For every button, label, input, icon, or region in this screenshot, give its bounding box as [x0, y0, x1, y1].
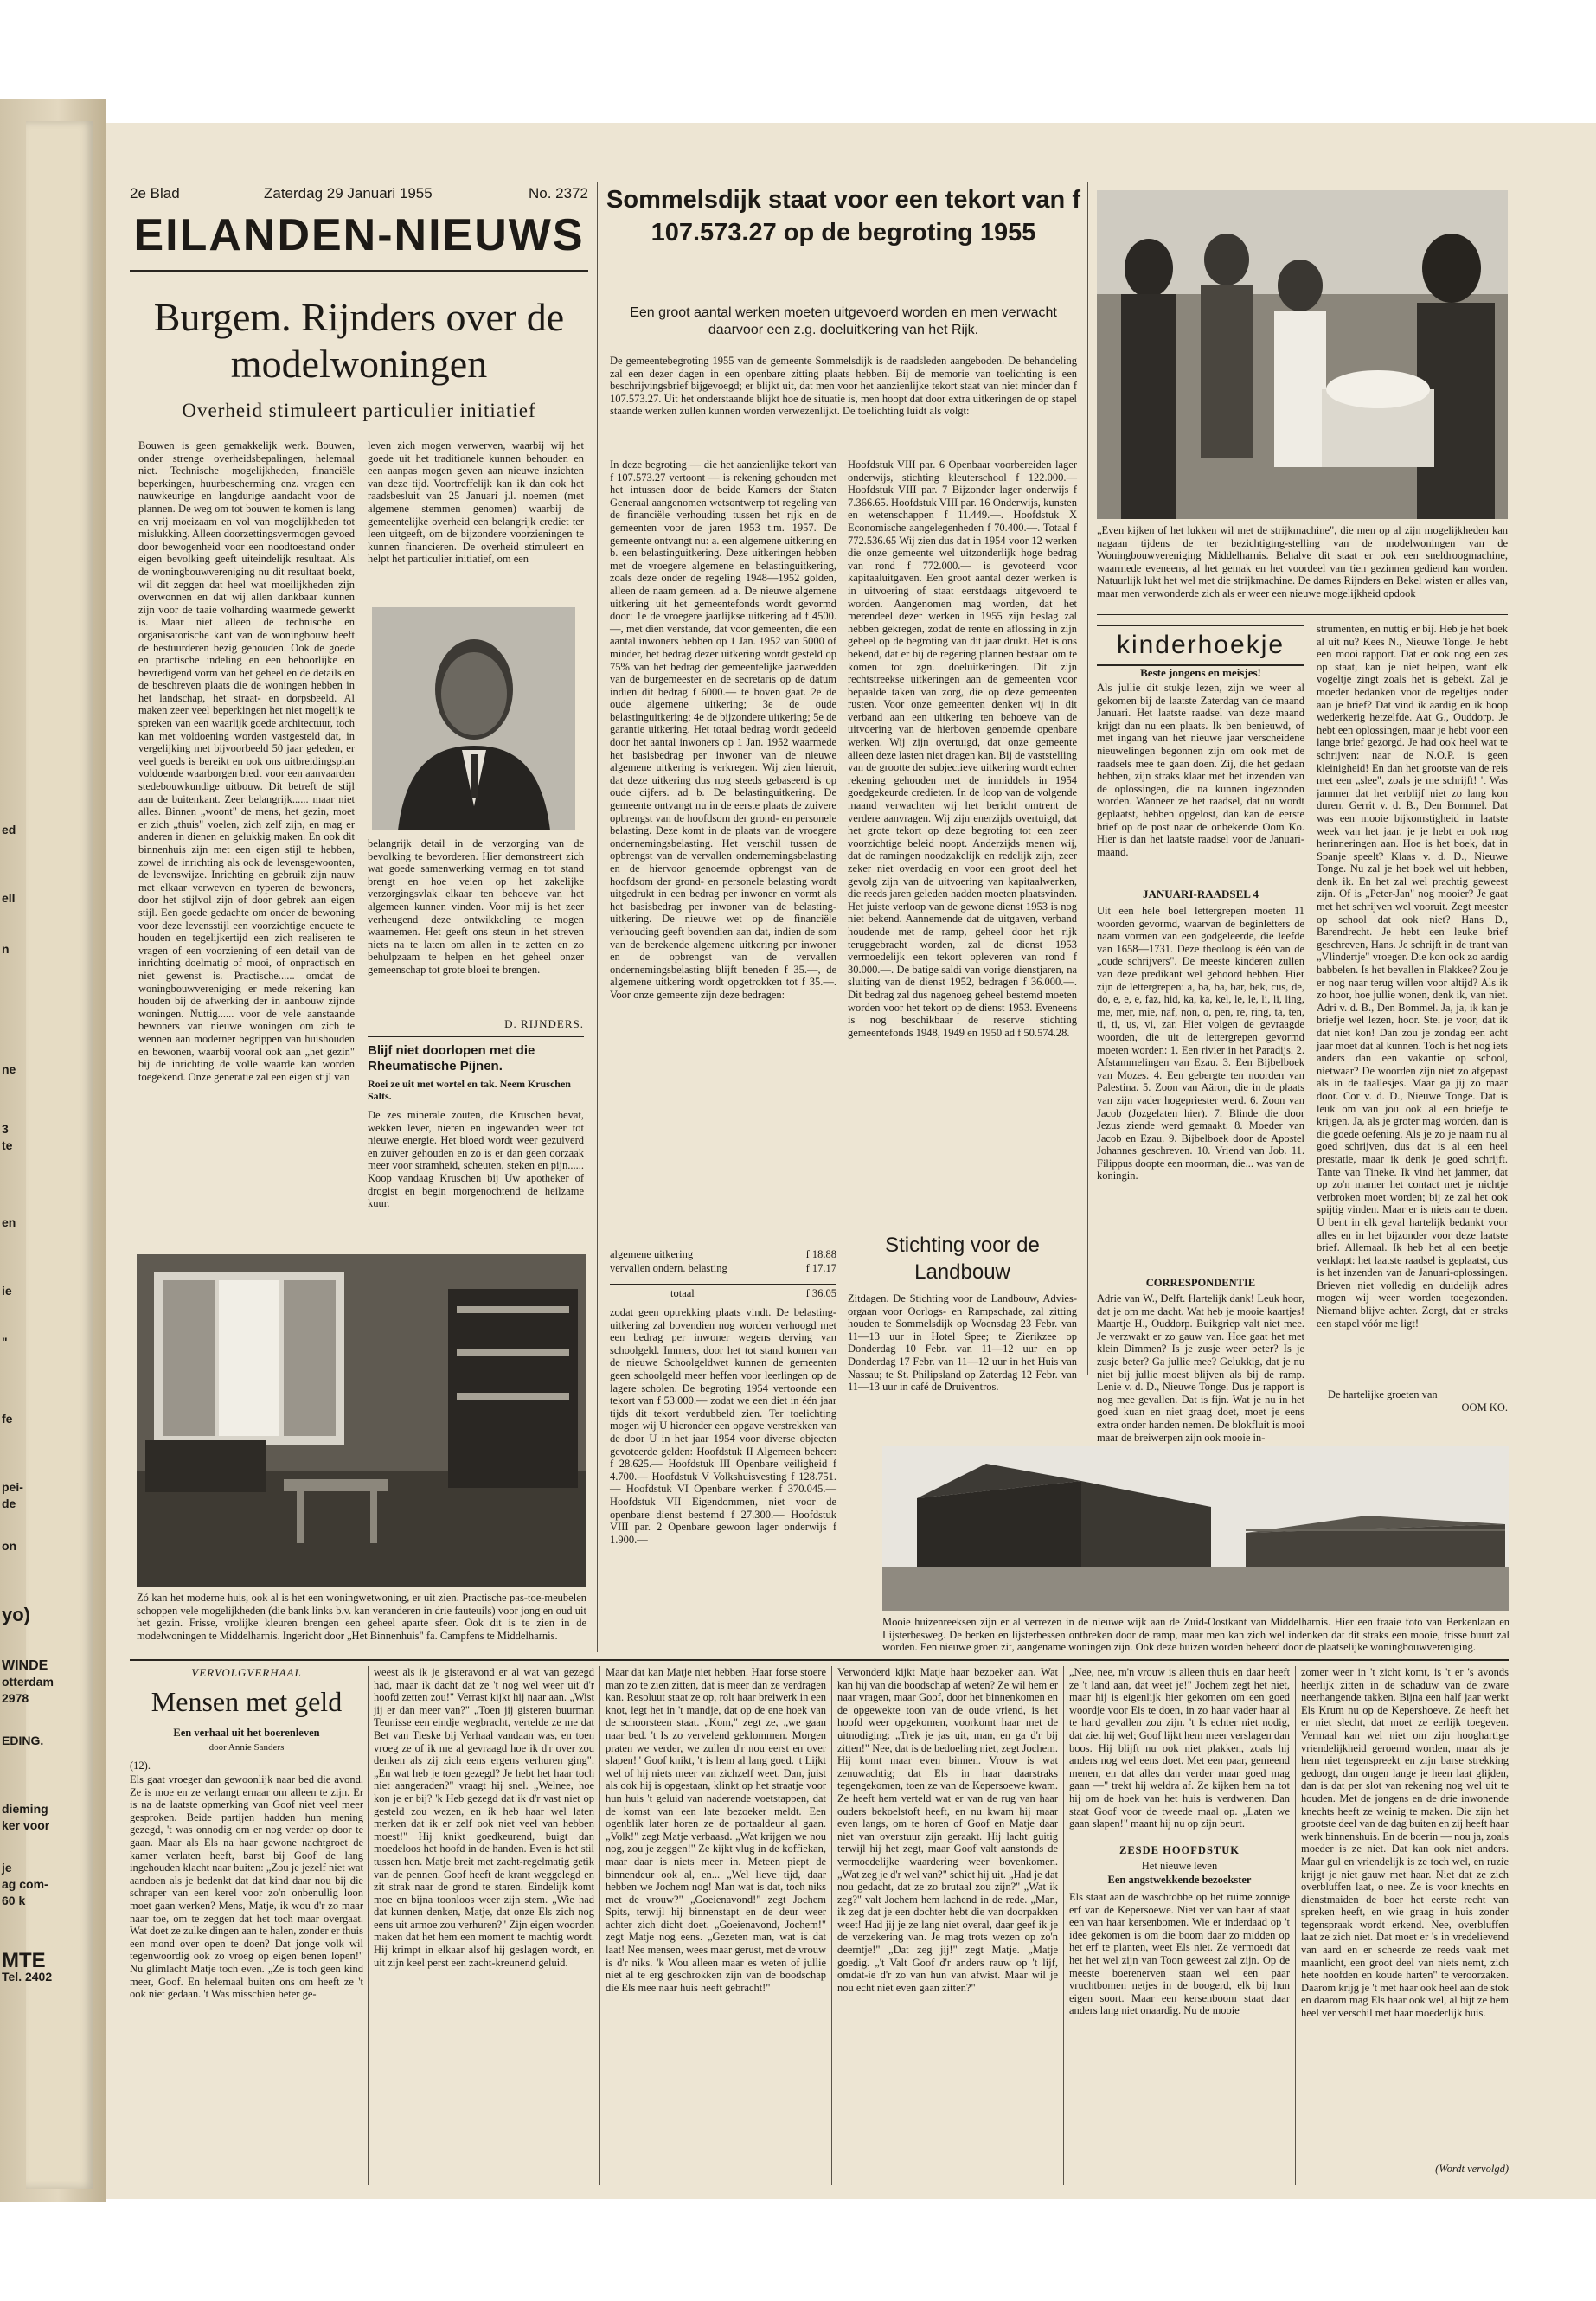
table-value: f 36.05 — [805, 1287, 836, 1299]
serial-column-6: zomer weer in 't zicht komt, is 't er 's avonds heerlijk zitten in de schaduw van de zware neerhangende takken. Bijna een half jaar werkt Els Krum nu op de Kepershoeve. Ze heeft het er niet slecht, dat moet ze eerlijk toegeven. Vermaal kan wel niet om zijn hooghartige vriendelijkheid geroemd worden, maar als je hem niet tegenspreekt en zijn barse strekking gedoogt, dan ongen lange je heen laat glijden, dan is dat per slot van rekening nog wel uit te houden. Met de jongens en de drie inwonende knechts heeft ze weinig te maken. Die zijn het grootste deel van de dag buiten en zij heeft haar werk binnenshuis. En de boerin — nou ja, zoals moeder is ze niet. Dat kan ook niet anders. Maar gul en vriendelijk is ze toch wel, en ruzie krijgt je niet gauw met haar. Niet dat ze zich overbluffen laat, o nee. Ze is voor knechts en dienstmaiden de boer het eerste recht van spreken heeft, en wie graag in huis zonder tegenspraak wordt erkend. Nee, overbluffen laat ze zich niet. Dat moet er 's in vredelievend van aard en er scheerde ze reeds vaak met maanlicht, een groot deel van niets nemt, zich hete hoofden en koude harten" te veroorzaken. Daarom krijg je 't met haar ook heel aan de stok en daarom mag Els haar ook wel, al bijt ze hem heel ver verschil met haar moederlijk huis. — [1301, 1666, 1509, 2020]
table-label: totaal — [670, 1287, 695, 1299]
kinderhoekje-author: OOM KO. — [1461, 1401, 1508, 1413]
sommelsdijk-lead: De gemeentebegroting 1955 van de gemeente Sommelsdijk is de raadsleden aangeboden. De behandeling zal een dezer dagen in een openbare zitting plaats hebben. Bij de memorie van toelichting is een beschrijvingsbrief bijgevoegd; er blijkt uit, dat men voor het aanzienlijke tekort staat van niet minder dan f 107.573.27. Uit het onderstaande blijkt hoe de situatie is, men hoopt dat door extra uitkeringen de op stapel staande werken zullen kunnen worden verwezenlijkt. De toelichting luidt als volgt: — [610, 355, 1077, 418]
fragment: ag com- — [2, 1877, 48, 1891]
fragment: je — [2, 1861, 12, 1875]
rijnders-subhead: Overheid stimuleert particulier initiatief — [182, 400, 536, 421]
fragment: pei- — [2, 1480, 23, 1494]
rijnders-column-2: leven zich mogen verwerven, waarbij wij het goede uit het traditionele kunnen behouden en een aanpas mogen geven aan nieuwe inzichten van deze tijd. Voortreffelijk kan ik dan ook het raadsbesluit van 25 Januari j.l. noemen (met algemene stemmen genomen) waarbij de gemeentelijke overheid een belangrijk crediet ter leen uitgeeft, om de bijzondere voorzieningen te kunnen financieren. De overheid stimuleert en helpt het particulier initiatief, om een — [368, 439, 584, 566]
puzzle-text: Uit een hele boel lettergrepen moeten 11 woorden gevormd, waarvan de beginletters de naam vormen van een godgeleerde, die leefde van 1658—1731. Deze theoloog is één van de „oude schrijvers". De meeste kinderen zullen van deze predikant wel gehoord hebben. Hier zijn de lettergrepen: a, ba, ba, bar, bek, cus, de, do, e, e, e, faz, hid, ka, ka, kel, le, le, li, li, ling, me, mer, mie, naf, non, o, pen, re, ring, ta, ten, ti, ti, us, vi, zar. Hier volgen de gevraagde woorden, die uit de lettergrepen gevormd moeten worden: 1. Een rivier in het Paradijs. 2. Afstammelingen van Ezau. 3. Een Bijbelboek van Mozes. 4. Een gebergte ten noorden van Palestina. 5. Zoon van Aäron, die in de plaats van zijn vader hogepriester werd. 6. Zoon van Jacob (Jozgelaten hier). 7. Blinde die door Jezus ziende werd gemaakt. 8. Moeder van Jacob en Ezau. 9. Bijbelboek door de Apostel Johannes geschreven. 10. Vriend van Job. 11. Filippus doopte een moorman, die... was van de koningin. — [1097, 905, 1304, 1183]
fragment: 2978 — [2, 1691, 29, 1705]
rijnders-column-2b: belangrijk detail in de verzorging van de bevolking te bevorderen. Hier demonstreert zich wat goede samenwerking vermag en tot stand brengt en hoe veien op het zakelijke verzorgingsvlak elkaar ten behoeve van het algemeen kunnen vinden. Voor mij is het zeer verheugend deze ontwikkeling te mogen waarnemen. Het geeft ons steun in het streven niets na te laten om allen in te zetten en zo behulpzaam te helpen en het geheel onzer gemeenschap tot grote bloei te brengen. — [368, 837, 584, 976]
fragment: 60 k — [2, 1894, 26, 1907]
column-rule — [831, 1666, 832, 2185]
rijnders-signature: D. RIJNDERS. — [504, 1017, 584, 1030]
ad-rule-top — [368, 1036, 584, 1037]
fragment: otterdam — [2, 1675, 54, 1689]
interior-photo-caption: Zó kan het moderne huis, ook al is het een woningwetwoning, er uit zien. Practische pas-toe-meubelen schoppen vele mogelijkheden (die bank links b.v. kan veranderen in drie fauteuils) voor jong en oud uit het gezin. Frisse, vrolijke kleuren brengen een geheel aparte sfeer. Ook dit is te zien in de modelwoningen te Middelharnis. Ingericht door „Het Binnenhuis" fa. Campfens te Middelharnis. — [137, 1592, 586, 1642]
correspondence-text-2: strumenten, en nuttig er bij. Heb je het boek al uit nu? Kees N., Nieuwe Tonge. Je hebt een mooi rapport. Dat er ook nog een zes op staat, kan je niet helpen, want elk vogeltje zingt zoals het is gebekt. Zal je moeder bedanken voor de regeltjes onder aan je brief? Dat vind ik aardig en ik hoop wederkerig hetzelfde. Aat G., Ouddorp. Je hebt een oplossingen, maar je hebt voor een lange brief gezorgd. Je had ook heel wat te schrijven: naar de N.O.P. is geen kleinigheid! En dan het grootste van de reis met een „slee", zoals je me schrijft! 't Was jammer dat het verblijf niet zo lang kon duren. Gerrit v. d. B., Den Bommel. Dat was een mooie bijkomstigheid in laatste week van het jaar, je je hebt er ook nog herinneringen aan. Hoe is het boek, dat in Spanje speelt? Klaas v. d. D., Nieuwe Tonge. Nu zal je het boek wel uit hebben, denk ik. En het zal wel prachtig geweest zijn. Of is „Peter-Jan" nog mooier? Je gaat met het schrijven wel vooruit. Zegt meester op school dat ook niet? Hans D., Barendrecht. Je hebt een leuke brief geschreven, Hans. Je schrijft in de trant van „Vlindertje" vroeger. Die kon ook zo aardig babbelen. Is het bevallen in Flakkee? Zou je er nog naar terug willen voor altijd? Als ik zo hoor, hoe jullie wonen, denk ik, van niet. Adri v. d. B., Den Bommel. Ja, ja, ik kan je briefje wel lezen, hoor. Stel je voor, dat ik dat niet kon! Dan zou je zondag een acht jaar moet dat al kunnen. Toch is het nog iets anders dan een vakantie op school, nietwaar? De woorden zijn niet zo afgepast als in de taallesjes. Maar ga jij zo maar door. Cor v. d. D., Nieuwe Tonge. Dat is leuk om van jou ook al een briefje te krijgen. Ja, als je groter mag worden, dan is die goede oefening. Als je zo je naam nu al goed schrijven, dus dat is al een heel prestatie, maar ik denk je goed schrijft. Tante van Tineke. Ik vind het jammer, dat op zo'n manier het contact met je nichtje verbroken moet worden; bij ze zal het ook spijtig vinden. Maar er is niets aan te doen. U bent in elk geval hartelijk bedankt voor alles en in het bijzonder voor deze laatste brief. Allemaal. Ik heb het al een beetje verklapt: het laatste raadsel is geplaatst, dus is het inzenden van de Januari-oplossingen. Brieven niet volledig en duidelijk adres mogen wij weer worden toegezonden. Niemand blijve achter. Zorgt, dat er straks een stapel vóór me ligt! — [1317, 623, 1508, 1330]
serial-rule — [130, 1659, 1509, 1661]
fragment: en — [2, 1215, 16, 1229]
correspondence-text: Adrie van W., Delft. Hartelijk dank! Leuk hoor, dat je om me dacht. Wat heb je mooie kaartjes! Maartje H., Ouddorp. Buikgriep valt niet mee. Je verzwakt er zo gauw van. Hoe gaat het met klein Dimmen? Is je zusje weer beter? Is je zusje beter? Ga jullie mee? Gelukkig, dat je nu niet bij jullie moest blijven als bij de ramp. Lenie v. d. D., Nieuwe Tonge. Dus je rapport is nog mee gevallen. Dat is fijn. Wat je nu in het goed kuan en niet graag doet, moet je eens extra onder handen nemen. De blokfluit is mooi maar de breiwerpen zijn ook mooie in- — [1097, 1292, 1304, 1444]
sommelsdijk-column-2: Hoofdstuk VIII par. 6 Openbaar voorbereiden lager onderwijs, stichting kleuterschool f 122.000.— Hoofdstuk VIII par. 7 Bijzonder lager onderwijs f 7.366.65. Hoofdstuk VIII par. 16 Onderwijs, kunsten en wetenschappen f 11.449.—. Hoofdstuk X Economische aangelegenheden f 70.400.—. Totaal f 772.536.65 Wij zien dus dat in 1954 voor 12 werken die onze gemeente wel uitzonderlijk hoge bedrag van rond f 772.000.— is gevoteerd voor kapitaaluitgaven. Een groot aantal dezer werken is in uitvoering of staat eerstdaags uitgevoerd te worden. Aangenomen mag worden, dat het merendeel dezer werken in 1955 zijn beslag zal hebben gekregen, zodat de rente en aflossing in zijn geheel op de begroting van dit jaar drukt. Het is ons bekend, dat er bij de regering plannen bestaan om te komen tot zgn. doeluitkeringen. Dit zijn rechtstreekse uitkeringen aan de gemeenten voor bepaalde taken van zorg, die op deze gemeenten rusten. Voor onze gemeenten denken wij in dit verband aan een uitkering ten behoeve van de uitvoering van de hierboven genoemde openbare werken. Wij zijn overtuigd, dat onze gemeente alleen deze lasten niet dragen kan. Bij de vaststelling van de grootte der subjectieve uitkering wordt echter rekening gehouden met de inmiddels in 1954 goedgekeurde credieten. In de loop van de volgende maand verwachten wij het bericht omtrent de verdere aanvragen. Wij zijn enerzijds overtuigd, dat het grote tekort op deze begroting tot een zeer voorzichtige beleid noopt. Anderzijds menen wij, dat de ramingen noodzakelijk en redelijk zijn, zeer zeker niet overdadig en voor een groot deel het gevolg zijn van de uitvoering van kapitaalwerken, die reeds jaren geleden hadden moeten plaatsvinden. Het juiste verloop van de gewone dienst 1953 is nog niet bekend. Aannemende dat de uitgaven, verband houdende met de ramp, geheel door het rijk teruggebracht worden, zal de dienst 1953 vermoedelijk een tekort opleveren van rond f 30.000.—. De batige saldi van vorige dienstjaren, na sluiting van de dienst 1952, bedragen f 36.000.—. Dit bedrag zal dus nagenoeg geheel bestemd moeten worden voor het tekort op de dienst 1953. Eveneens is nog beschikbaar de reserve stichting gemeentefonds 1948, 1949 en 1950 ad f 50.574.28. — [848, 458, 1077, 1039]
serial-column-2: weest als ik je gisteravond er al wat van gezegd had, maar ik dacht dat ze 't nog wel weer uit d'r hoofd zetten zou!" Verrast kijkt hij naar aan. „Wist jij er dan meer van?" „Toen jij gisteren buurman Teunisse een eindje wegbracht, vertelde ze me dat Bet van Tieske bij Verhaal vandaan was, en toen vroeg ze of ik me al gevraagd hoe ik d'r over zou denken als zij zich eens ergens verhuren ging". „En wat heb je toen gezegd? Je hebt het haar toch niet aangeraden?" vraagt hij snel. „Welnee, hoe kon je er bij? 'k Heb gezegd dat ik d'r vast niet op gesteld zou wezen, en ik heb haar wel laten merken dat ik er zelf ook niet veel van hebben moest!" Hij knikt goedkeurend, buigt dan moedeloos het hoofd in de handen. Even is het stil tussen hen. Matje breit met zacht-regelmatig getik van de pennen. Goof heeft de krant weggelegd en zit strak naar de grond te staren. Eindelijk komt moe en bijna toonloos weer zijn stem. „Wie had dat kunnen denken, Matje, dat onze Els zich nog eens uit armoe zou verhuren?" Zijn eigen woorden maken dat het hem een moment te machtig wordt. Hij krimpt in elkaar alsof hij geslagen wordt, en uit zijn keel perst een zacht-kreunend geluid. — [374, 1666, 594, 1969]
fragment: te — [2, 1138, 13, 1152]
houses-photo-caption: Mooie huizenreeksen zijn er al verrezen in de nieuwe wijk aan de Zuid-Oostkant van Middelharnis. Hier een fraaie foto van Berkenlaan en Lijsterbesweg. De berken en lijsterbessen ontbreken door de ramp, maar men kan zich wel indenken dat dit straks een mooie, frisse buurt zal worden. Een nieuwe groen zit, aangename woningen zijn. Ook deze huizen worden beheerd door de plaatselijke woningbouwvereniging. — [882, 1616, 1509, 1654]
chapter-subtitle: Het nieuwe leven — [1141, 1860, 1218, 1872]
section-rule — [1097, 614, 1508, 615]
sommelsdijk-column-1: In deze begroting — die het aanzienlijke tekort van f 107.573.27 vertoont — is rekening gehouden met het intussen door de beide Kamers der Staten Generaal aangenomen wetsontwerp tot regeling van de financiële verhouding tussen het rijk en de gemeenten voor de jaren 1953 t.m. 1957. De gemeente ontvangt nu: a. een algemene uitkering en b. een belastinguitkering. Deze uitkeringen hebben met de vroegere algemene en belastinguitkering, zoals deze onder de regeling 1948—1952 golden, alleen de naam gemeen. ad a. De nieuwe algemene uitkering uit het gemeentefonds wordt gevormd door: 1e de vroegere jaarlijkse uitkering ad f 4500.—, met dien verstande, dat voor gemeenten, die een aantal inwoners hebben op 1 Jan. 1952 van 5000 of minder, het bedrag dezer uitkering wordt gesteld op 75% van het bedrag der gemeentelijke jaarwedden van de burgemeester en de secretaris op de datum indien dit bedrag f 6000.— te boven gaat. 2e de oude algemene uitkering; 3e de oude belastinguitkering; 4e de bijzondere uitkering; 5e de garantie uitkering. Het totaal bedrag wordt gedeeld door het aantal inwoners op 1 Jan. 1952 waarmede het basisbedrag per inwoner van de nieuwe algemene uitkering is verkregen. Wij zien hieruit, dat deze uitkering dus nog steeds gebaseerd is op oude cijfers. ad b. De belastinguitkering. De gemeente ontvangt nu in de eerste plaats de zuivere opbrengst van de hoofdsom der grond- en personele belasting. Deze komt in de plaats van de vroegere ondernemingsbelasting. Het verschil tussen de opbrengst van de vervallen ondernemingsbelasting en de hiervoor genoemde opbrengst van de hoofdsom der grond- en personele belasting wordt uitgedrukt in een bedrag per inwoner en vormt als het basisbedrag per inwoner van de belasting-uitkering. De nieuwe wet op de financiële verhouding geeft bovendien aan dat, indien de som van de berekende algemene uitkering per inwoner en de opbrengst van de vervallen ondernemingsbelasting blijft beneden f 35.—, de algemene uitkering wordt opgetrokken tot f 35.—. Voor onze gemeente zijn deze bedragen: — [610, 458, 836, 1001]
fragment: WINDE — [2, 1658, 48, 1673]
sommelsdijk-headline: Sommelsdijk staat voor een tekort van f 107.573.27 op de begroting 1955 — [606, 186, 1080, 247]
serial-number: (12). — [130, 1759, 151, 1772]
column-rule — [597, 182, 598, 1652]
fragment: dieming — [2, 1802, 48, 1816]
rijnders-column-1: Bouwen is geen gemakkelijk werk. Bouwen, onder strenge overheidsbepalingen, helemaal niet. Technische mogelijkheden, financiële beperkingen, huurbescherming enz. vragen een nauwkeurige en langdurige aandacht voor de plannen. De weg om tot bouwen te komen is lang en vrij moeizaam en vol van mogelijkheden tot mislukking. Alleen doorzettingsvermogen gevoed door bewogenheid voor een noodtoestand onder eigen bevolking geeft uiteindelijk resultaat. Als de woningbouwvereniging nu dit resultaat boekt, wil dit zeggen dat heel wat moeilijkheden zijn overwonnen en dat wij allen dankbaar kunnen zijn voor de taaie volharding waarmede gewerkt is. Maar niet alleen de technische en organisatorische kant van de woningbouw heeft de bestuurderen bezig gehouden. Ook de goede en practische indeling en een behoorlijke en bevredigend vorm van het geheel en de details en de beschreven plaats die de woningen hebben in het landschap, het straat- en dorpsbeeld. Al maken zeer veel beperkingen het niet mogelijk te spreken van een waarlijk goede architectuur, toch kan met voldoening worden vastgesteld dat, in vergelijking met bijvoorbeeld 50 jaar geleden, er veel goeds is bereikt en ook ons uitbreidingsplan voldoende waarborgen biedt voor een aanvaarden stedebouwkundige uitbouw. Dit betreft de stijl aan de buitenkant. Zeer belangrijk...... maar niet alles. Binnen „woont" de mens, het gezin, moet er zich „thuis" voelen, zich zelf zijn, en mag er anderen in dienen en gelukkig maken. En ook dit binnenhuis zijn met een eigen stijl te hebben, zowel de inrichting als ook de levensgewoonten, de levenswijze. Inrichting en gebruik zijn nauw met elkaar verweven en typeren de bewoners, door het stijlvol zijn of door gebrek aan eigen stijl. Een goede gedachte om onder de bewoning voor deze levensstijl een voorzichtige enquete te houden en tegelijkertijd een zich realiseren te vragen of een voorziening of een detail van de inrichting doelmatig of mooi, of onpractisch en niet gewenst is. Practische...... omdat de woningbouwvereniging er mede rekening kan houden bij de afwerking der in aanbouw zijnde woningen. Nuttig...... voor de vele aanstaande bewoners van nieuwe woningen om zich te wennen aan moderner begrippen van huishouden en bewonen, waarbij vooral ook aan „het gezin" bij de inrichting de volle waarde kan worden toegekend. Onze generatie zal een eigen stijl van — [138, 439, 355, 1083]
fragment: fe — [2, 1412, 13, 1426]
fragment: yo) — [2, 1604, 30, 1625]
table-row — [610, 1284, 836, 1302]
interior-photo — [137, 1254, 586, 1587]
serial-column-5: „Nee, nee, m'n vrouw is alleen thuis en daar heeft ze 't land aan, dat weet je!" Jochem zegt het niet, maar hij is eigenlijk hier gekomen om een goed woordje voor Els te doen, in zo haar vader haar al te hard gevallen zou zijn. 't Is echter niet nodig, dat ziet hij wel; Goof lijkt hem meer verslagen dan boos. Hij blijft nu ook niet plakken, zoals hij anders nog wel eens doet. Met een paar, gemeend menen, en dat alles dan verder maar goed mag gaan —" trekt hij weldra af. Ze kijken hem na tot hij om de hoek van het huis is verdwenen. Dan staat Goof voor de tweede maal op. „Laten we gaan slapen!" maant hij nu op zijn beurt. — [1069, 1666, 1290, 1830]
serial-column-1: Els gaat vroeger dan gewoonlijk naar bed die avond. Ze is moe en ze verlangt ernaar om alleen te zijn. Er is na de laatste opmerking van Goof niet veel meer gesproken. Beide partijen hadden hun mening gezegd, 't was onnodig om er nog verder op door te gaan. Maar als Els na haar gewone nachtgroet de kamer verlaten heeft, barst bij Goof de lang ingehouden klacht naar buiten: „Zou je jezelf niet wat aandoen als je bedenkt dat dat kind daar nou bij die schraper van een kerel voor zo'n onbenullig loon moet gaan werken? Mens, Matje, ik wou d'r zo maar naar toe, om te zeggen dat het toch maar overgaat. Wat doet ze zulke dingen aan te halen, zonder er thuis een mond over open te doen? Dat jonge volk wil tegenwoordig ook zo vroeg op eigen benen lopen!" Nu glimlacht Matje toch even. „Ze is toch geen kind meer, Goof. En helemaal buiten ons om heeft ze 't ook niet gedaan. 't Was misschien beter ge- — [130, 1773, 363, 2001]
page-label: 2e Blad — [130, 185, 180, 202]
kruschen-ad-sub: Roei ze uit met wortel en tak. Neem Kruschen Salts. — [368, 1078, 571, 1102]
fragment: de — [2, 1497, 16, 1510]
kinderhoekje-title-box — [1097, 625, 1304, 666]
fragment: ie — [2, 1284, 12, 1298]
chapter-subtitle-2: Een angstwekkende bezoekster — [1107, 1874, 1252, 1886]
serial-subtitle: Een verhaal uit het boerenleven — [173, 1727, 320, 1739]
serial-column-4: Verwonderd kijkt Matje haar bezoeker aan. Wat kan hij van die boodschap af weten? Ze wil hem er naar vragen, maar Goof, door het binnenkomen en de opgewekte toon van de oude vriend, is het hoofd weer opgekomen, voorkomt haar met de uitnodiging: „Trek je jas uit, man, en ga d'r bij zitten!" Nee, dat is de bedoeling niet, zegt Jochem. Hij komt maar even binnen. Vrouw is wat zenuwachtig; dat Els in haar daarstraks tegengekomen, toen ze van de Kepersoewe kwam. Ze heeft hem verteld wat er van de rug van haar ouders bekoelstoft heeft, en nu kwam hij maar even langs, om te horen of Goof en Matje daar niet van overstuur zijn geraakt. Hij lacht guitig terwijl hij het zegt, maar Goof valt aanstonds de vermoedelijke waardering weer bovenkomen. „Wat zeg je d'r wel van?" schiet hij uit. „Had je dat nou gedacht, dat ze zo brutaal zou zijn?" „Wat ik zeg?" valt Jochem hem lachend in de rede. „Man, ik zeg dat je een dochter hebt die van doorpakken weet! Had jij je ze lang niet overal, daar geef ik je de verzekering van. Je mag trots wezen op zo'n deerntje!" „Dat zeg jij!" zegt Matje. „Matje goedig. „'t Valt Goof d'r anders rauw op 't lijf, omdat-ie d'r zo van hun van afwist. Maar wil je nou echt niet even gaan zitten?" — [837, 1666, 1058, 1994]
puzzle-title: JANUARI-RAADSEL 4 — [1143, 888, 1259, 901]
serial-label: VERVOLGVERHAAL — [191, 1666, 302, 1679]
landbouw-headline: Stichting voor de Landbouw — [885, 1234, 1040, 1284]
fragment: ell — [2, 891, 16, 905]
previous-page-fragments — [2, 822, 62, 1985]
column-rule — [1087, 182, 1088, 1375]
table-row — [610, 1247, 836, 1261]
issue-date: Zaterdag 29 Januari 1955 — [264, 185, 433, 202]
ironing-photo-caption: „Even kijken of het lukken wil met de strijkmachine", die men op al zijn mogelijkheden kan nagaan tijdens de ter bezichtiging-stelling van de modelwoningen van de Woningbouwvereniging Middelharnis. Behalve dit staat er ook een sneldroogmachine, waarmede eveneens, al het gemak en het voordeel van tien gezinnen gediend kan worden. Natuurlijk lukt het wel met die strijkmachine. De dames Rijnders en Bekel wisten er alles van, maar men verwonderde zich als er weer een nieuwe mogelijkheid opdook — [1097, 524, 1508, 599]
sommelsdijk-column-1b: zodat geen optrekking plaats vindt. De belasting-uitkering zal bovendien nog worden verhoogd met een bedrag per inwoner wegens derving van schoolgeld. Immers, door het tot stand komen van de nieuwe Schoolgeldwet kunnen de gemeenten geen schoolgeld meer heffen voor leerlingen op de lagere scholen. De begroting 1954 vertoonde een tekort van f 53.000.— zodat we een diet in één jaar tijds dit tekort verdubbeld zien. Ter toelichting mogen wij U hieronder een opgave verstrekken van de door U in het jaar 1954 voor diverse objecten gevoteerde gelden: Hoofdstuk II Algemeen beheer: f 28.625.— Hoofdstuk III Openbare veiligheid f 4.700.— Hoofdstuk V Volkshuisvesting f 128.751.— Hoofdstuk VI Openbare werken f 370.045.— Hoofdstuk VII Eigendommen, niet voor de openbare dienst bestemd f 27.300.— Hoofdstuk VIII par. 2 Openbare gewoon lager onderwijs f 1.900.— — [610, 1306, 836, 1546]
kinderhoekje-closing: De hartelijke groeten van — [1328, 1388, 1438, 1400]
newspaper-title: EILANDEN-NIEUWS — [133, 210, 585, 260]
kruschen-ad-headline: Blijf niet doorlopen met die Rheumatische Pijnen. — [368, 1043, 535, 1074]
serial-column-3: Maar dat kan Matje niet hebben. Haar forse stoere man zo te zien zitten, dat is meer dan ze verdragen kan. Resoluut staat ze op, rolt haar breiwerk in een knot, legt het in 't mandje, dat op de ene hoek van de schoorsteen staat. „Kom," zegt ze, „we gaan naar bed. 't Is zo vervelend geklommen. Morgen praten we verder, we zullen d'r nou eerst en over slapen!" Goof knikt, 't is hem al lang goed. 't Lijkt wel of hij niets meer van zichzelf weet. Dan, juist als ook hij is opgestaan, klinkt op het straatje voor hun huis 't geluid van naderende voetstappen, dat de komst van een late bezoeker meldt. Een ogenblik later horen ze de portaaldeur al gaan. „Volk!" zegt Matje verbaasd. „Wat krijgen we nou nog, zou je zeggen!" Ze kijkt vlug in de koffiekan, maar daar is niets meer in. Meteen piept de binnendeur ook al, en... „Wel lieve tijd, daar hebben we Jochem nog! Man wat is dat, toch niks met de vrouw?" „Goeienavond!" zegt Jochem Spits, terwijl hij binnenstapt en de deur weer achter zich dicht doet. „Goeienavond, Jochem!" zegt Matje nog eens. „Gezeten man, wat is dat laat! Nee mensen, wees maar gerust, met de vrouw is d'r niks. 'k Wou alleen maar es weten of jullie niet al te erg geschrokken zijn van de boodschap die Els mee naar huis heeft gebracht!" — [606, 1666, 826, 1994]
fragment: Tel. 2402 — [2, 1970, 53, 1984]
kinderhoekje-title: kinderhoekje — [1116, 631, 1285, 659]
serial-column-5b: Els staat aan de waschtobbe op het ruime zonnige erf van de Kepersoewe. Niet ver van haar af staat een van haar kersenbomen. Wie er inderdaad op 't idee gekomen is om die boom daar zo midden op het erf te planten, weet Els niet. Ze vermoedt dat het het wel zijn van Toon geweest zal zijn. Op de meeste boerenerven staan wel een paar vruchtbomen netjes in de boogerd, elk bij hun eigen soort. Maar een kersenboom staat daar anders lang niet onaardig. Nu de mooie — [1069, 1891, 1290, 2017]
fragment: 3 — [2, 1122, 9, 1136]
title-rule — [130, 270, 588, 272]
serial-title: Mensen met geld — [151, 1686, 343, 1717]
portrait-photo — [372, 607, 575, 830]
kinderhoekje-intro: Als jullie dit stukje lezen, zijn we weer al gekomen bij de laatste Zaterdag van de maand Januari. Het laatste raadsel van deze maand krijgt dan nu een plaats. Ik ben benieuwd, of met ingang van het nieuwe jaar verscheidene nieuwelingen begonnen zijn om ook met de raadsels mee te gaan doen. Zij, die het gedaan hebben, zijn straks klaar met het inzenden van de oplossingen, die na kunnen ingezonden worden. Wanneer ze het raadsel, dat nu wordt geplaatst, hebben opgelost, dan kan de eerste brief op de post naar de onbekende Oom Ko. Hier is dan het laatste raadsel voor de Januari-maand. — [1097, 682, 1304, 858]
rijnders-headline: Burgem. Rijnders over de modelwoningen — [153, 295, 565, 386]
fragment: MTE — [2, 1949, 46, 1972]
column-rule — [368, 1666, 369, 2185]
table-label: algemene uitkering — [610, 1248, 694, 1260]
houses-photo — [882, 1446, 1509, 1611]
column-rule — [1063, 1666, 1064, 2185]
issue-number: No. 2372 — [529, 185, 588, 202]
table-label: vervallen ondern. belasting — [610, 1262, 727, 1274]
correspondence-title: CORRESPONDENTIE — [1145, 1277, 1256, 1289]
column-rule — [1295, 1666, 1296, 2185]
table-row — [610, 1261, 836, 1275]
landbouw-body: Zitdagen. De Stichting voor de Landbouw, Advies-orgaan voor Oorlogs- en Rampschade, zal zitting houden te Sommelsdijk op Woensdag 23 Febr. van 11—13 uur in Hotel Spee; te Zierikzee op Donderdag 10 Febr. van 11—12 uur en op Donderdag 17 Febr. van 11—12 uur in het Huis van Nassau; te St. Philipsland op Zaterdag 12 Febr. van 11—13 uur in café de Druiventros. — [848, 1292, 1077, 1394]
kruschen-ad-body: De zes minerale zouten, die Kruschen bevat, wekken lever, nieren en ingewanden weer tot nieuwe energie. Het bloed wordt weer gezuiverd en zuiver gehouden en zo is er dan geen oorzaak meer voor stramheid, scheuten, steken en pijn...... Koop vandaag Kruschen bij Uw apotheker of drogist en begin morgenochtend de heilzame kuur. — [368, 1109, 584, 1210]
fragment: on — [2, 1539, 17, 1553]
kinderhoekje-greeting: Beste jongens en meisjes! — [1140, 666, 1261, 679]
serial-continued: (Wordt vervolgd) — [1435, 2163, 1509, 2175]
chapter-title: ZESDE HOOFDSTUK — [1119, 1844, 1240, 1856]
uitkering-table — [610, 1247, 836, 1302]
table-value: f 17.17 — [805, 1262, 836, 1274]
fragment: ed — [2, 823, 16, 836]
fragment: " — [2, 1335, 8, 1349]
serial-author: door Annie Sanders — [208, 1742, 285, 1753]
column-rule — [599, 1666, 600, 2185]
fragment: ne — [2, 1062, 16, 1076]
sommelsdijk-subhead: Een groot aantal werken moeten uitgevoerd worden en men verwacht daarvoor een z.g. doeluitkering van het Rijk. — [630, 305, 1057, 337]
table-value: f 18.88 — [805, 1248, 836, 1260]
ironing-photo — [1097, 190, 1508, 519]
fragment: ker voor — [2, 1818, 50, 1832]
fragment: n — [2, 942, 10, 956]
fragment: EDING. — [2, 1734, 44, 1747]
